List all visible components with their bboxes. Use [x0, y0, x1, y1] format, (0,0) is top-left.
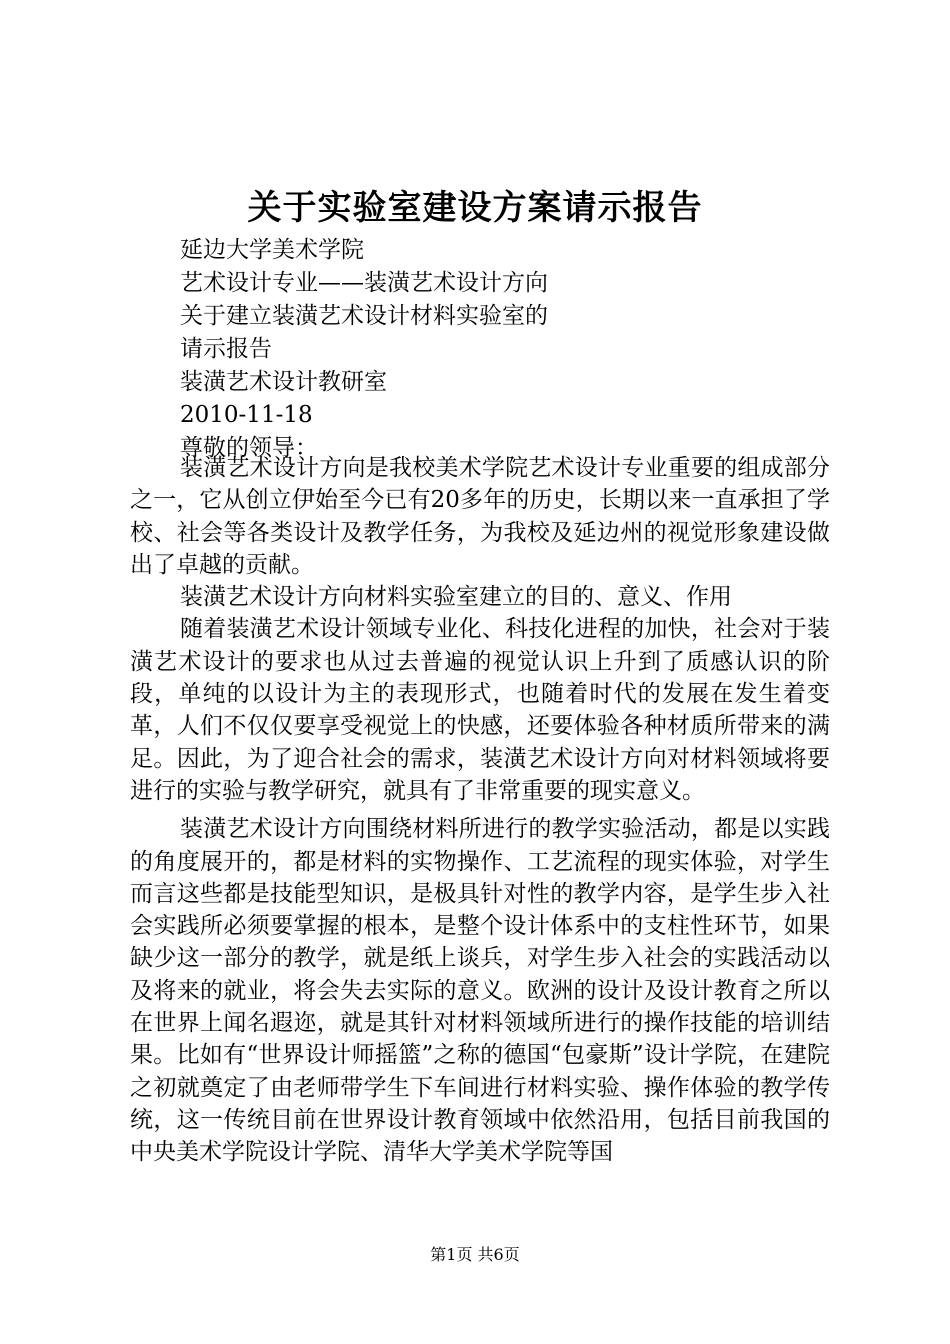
report-subject-line-1: 关于建立装潢艺术设计材料实验室的	[180, 303, 548, 329]
major-direction: 艺术设计专业——装潢艺术设计方向	[180, 270, 548, 296]
paragraph-intro: 装潢艺术设计方向是我校美术学院艺术设计专业重要的组成部分之一，它从创立伊始至今已有20多年的历史，长期以来一直承担了学校、社会等各类设计及教学任务，为我校及延边州的视觉形象建设做出了卓越的贡献。	[130, 455, 830, 578]
section-heading-purpose: 装潢艺术设计方向材料实验室建立的目的、意义、作用	[180, 584, 732, 611]
page-footer: 第1页 共6页	[430, 1245, 520, 1264]
school-name: 延边大学美术学院	[180, 237, 364, 263]
report-date: 2010-11-18	[180, 402, 313, 428]
document-title: 关于实验室建设方案请示报告	[247, 188, 703, 228]
document-body	[130, 452, 830, 1169]
report-subject-line-2: 请示报告	[180, 336, 272, 362]
paragraph-practice: 装潢艺术设计方向围绕材料所进行的教学实验活动，都是以实践的角度展开的，都是材料的实物操作、工艺流程的现实体验，对学生而言这些都是技能型知识，是极具针对性的教学内容，是学生步入社会实践所必须要掌握的根本，是整个设计体系中的支柱性环节，如果缺少这一部分的教学，就是纸上谈兵，对学生步入社会的实践活动以及将来的就业，将会失去实际的意义。欧洲的设计及设计教育之所以在世界上闻名遐迩，就是其针对材料领域所进行的操作技能的培训结果。比如有“世界设计师摇篮”之称的德国“包豪斯”设计学院，在建院之初就奠定了由老师带学生下车间进行材料实验、操作体验的教学传统，这一传统目前在世界设计教育领域中依然沿用，包括目前我国的中央美术学院设计学院、清华大学美术学院等国	[130, 816, 830, 1166]
department-name: 装潢艺术设计教研室	[180, 369, 387, 395]
document-header-block	[180, 234, 860, 465]
salutation: 尊敬的领导：	[180, 435, 318, 461]
paragraph-significance: 随着装潢艺术设计领域专业化、科技化进程的加快，社会对于装潢艺术设计的要求也从过去普遍的视觉认识上升到了质感认识的阶段，单纯的以设计为主的表现形式，也随着时代的发展在发生着变革，人们不仅仅要享受视觉上的快感，还要体验各种材质所带来的满足。因此，为了迎合社会的需求，装潢艺术设计方向对材料领域将要进行的实验与教学研究，就具有了非常重要的现实意义。	[130, 616, 830, 804]
